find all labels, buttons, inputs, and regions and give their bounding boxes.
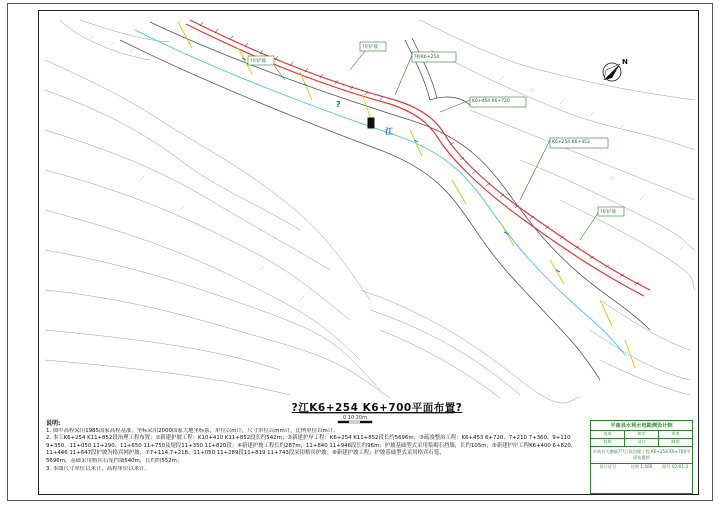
plan-title: ?江K6+254 K6+700平面布置? (291, 402, 463, 414)
terrain-contours (45, 20, 695, 403)
tb-foot-cell: 设计证号 (599, 464, 617, 469)
title-block (590, 420, 693, 494)
title-block-organization: 平南县水利水电勘测设计院 (591, 421, 692, 431)
river-centerline (135, 30, 625, 355)
plan-scale-label: 0 10 20m (343, 415, 367, 421)
river-label-2: 江 (385, 127, 393, 136)
title-block-row-2 (591, 439, 692, 447)
callout-6: ?岸护坡 (250, 59, 266, 64)
design-notes (46, 420, 586, 473)
callout-3: K6+254 K6+453 (552, 140, 590, 145)
tb-cell: 校核 (591, 439, 625, 446)
river-banks (120, 22, 650, 380)
north-arrow-icon (603, 63, 621, 81)
note-line-2: 2. 本工K6+254 K11+852段治理工程布置：①新建护坡工程：K10+410 K11+852段长约542m；②新建护岸工程：K6+254 K11+852段长约5696m；③疏浚整治工程：K6+453 6+720、7+210 7+360、9+110 9+350、11+050 11+290、11+650 11+750及堤段11+350 11+820段；④新建护坡工程长约287m，11+840 11+946段长约96m；护坡基础型式采用浆砌石挡墙，长约105m；⑤新建护岸工程K6+400 6+820、11+446 11+647段护坡为格宾网护坡；⑦7+114 7+218、11+050 11+289段11+819 11+743段采用格宾护坡；⑧新建护坡工程；护坡基础型式采用格宾石笼， (46, 435, 577, 457)
section-ticks (242, 58, 560, 272)
tb-foot-cell: 比例 1:500 (630, 464, 653, 469)
slope-hatching (90, 36, 684, 300)
callout-5: ?岸护坡 (362, 45, 378, 50)
tb-cell: 制图 (671, 439, 680, 444)
callout-boxes (248, 42, 624, 216)
callout-4: ?岸护坡 (600, 210, 616, 215)
river-label-1: ? (336, 100, 341, 109)
tb-cell: 审查 (671, 431, 680, 436)
callout-1: ?桩K6+254 (414, 55, 440, 60)
callout-2: K6+454 K6+720 (472, 99, 510, 104)
tb-cell: 批准 (591, 431, 625, 438)
title-block-project-name: 平南县大鹏镇???江段治理工程 K6+254 K6+700平面布置图 (591, 447, 692, 464)
title-block-row-1 (591, 431, 692, 439)
note-line-4: 3. 本图尺寸单位以米计，高程单位以米计。 (46, 465, 150, 472)
tb-cell: 核定 (625, 431, 659, 438)
north-label: N (622, 58, 628, 66)
cross-sections (178, 22, 635, 368)
tb-foot-cell: 图号 02-01-3 (662, 464, 689, 469)
note-line-3: 5696m，基础采用格宾石笼挡墙540m，长约约552m； (46, 457, 183, 464)
note-line-1: 1. 图中高程采用1985国家高程基准，坐标采用2000国家大地坐标系，单位以m计，尺寸单位以mm计，比例单位以m计。 (46, 427, 339, 434)
title-block-footer (591, 464, 692, 471)
road (405, 38, 470, 105)
structure-block (368, 118, 374, 128)
notes-heading: 说明: (46, 420, 61, 427)
tb-cell: 设计 (625, 439, 659, 446)
